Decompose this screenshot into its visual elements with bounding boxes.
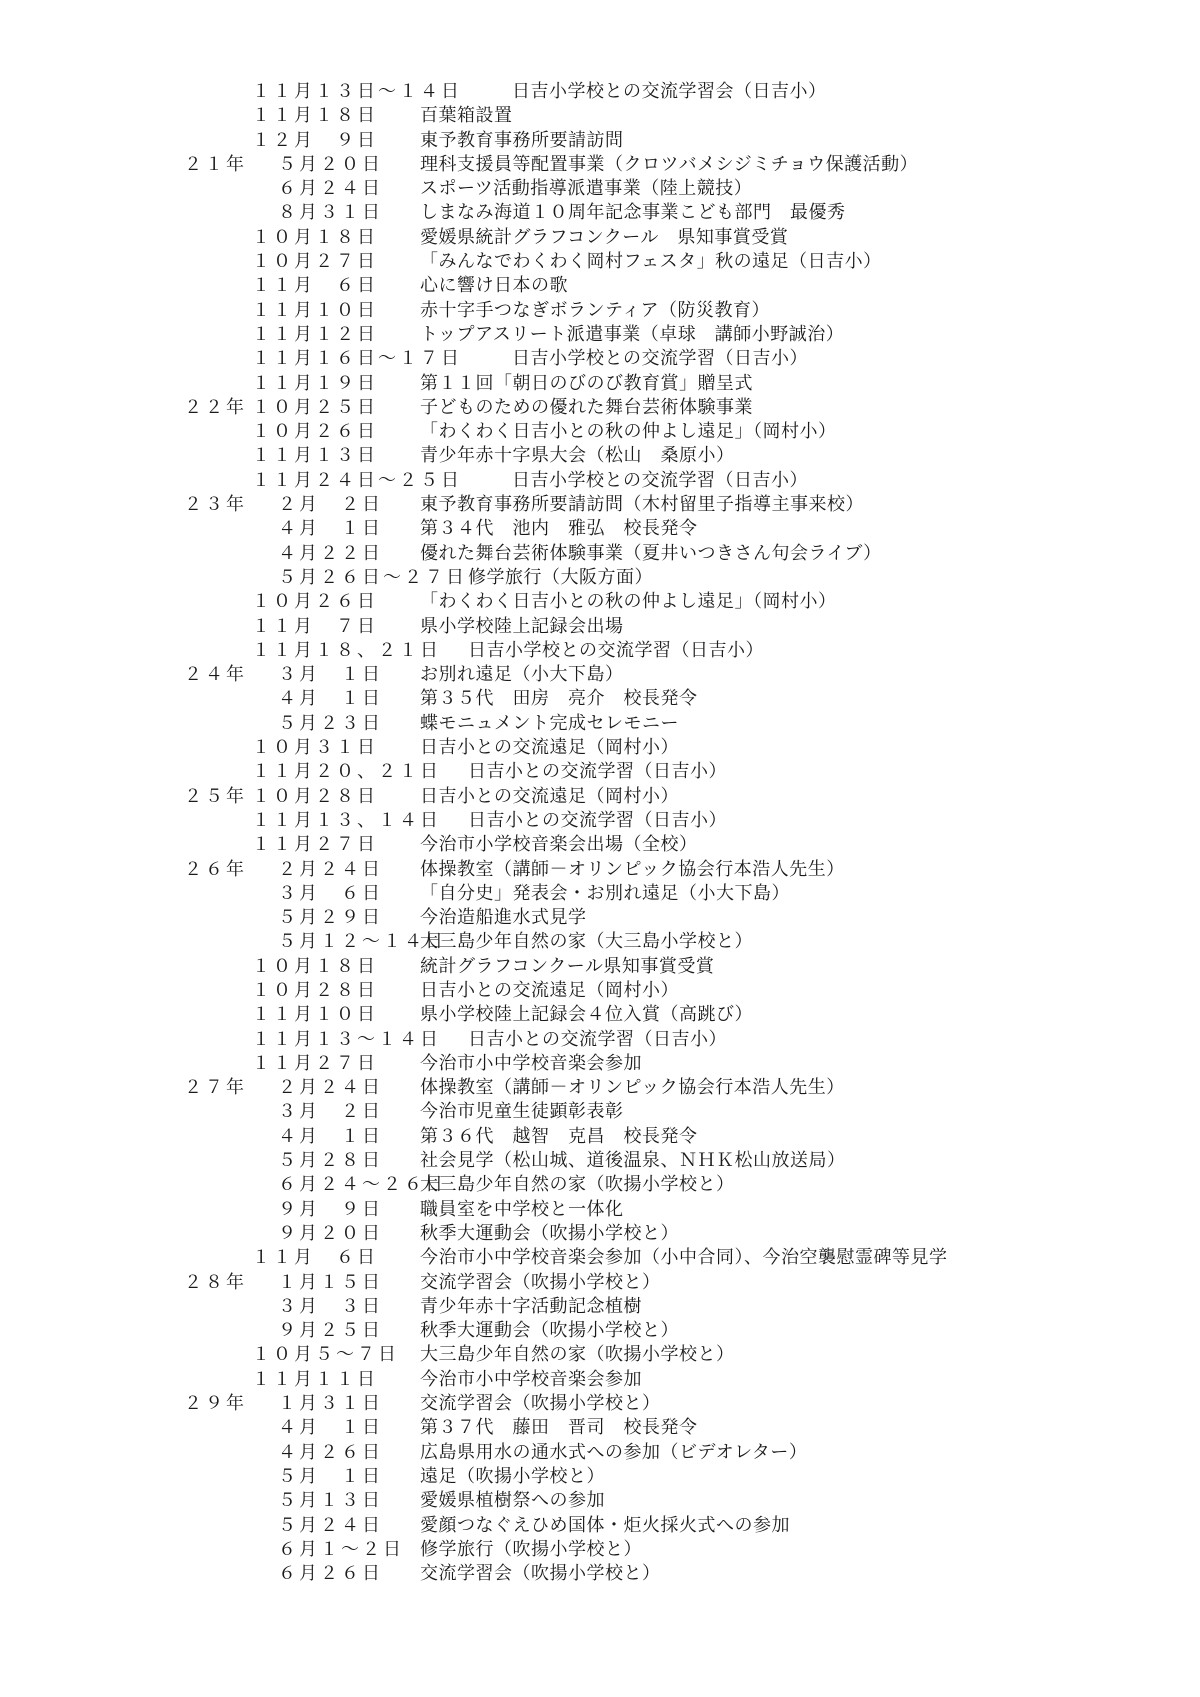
list-item xyxy=(0,177,1200,201)
list-item xyxy=(0,1416,1200,1440)
list-item xyxy=(0,1465,1200,1489)
list-item xyxy=(0,639,1200,663)
entry-event: 愛顔つなぐえひめ国体・炬火採火式への参加 xyxy=(420,1514,790,1536)
entry-event: 日吉小との交流遠足（岡村小） xyxy=(420,979,679,1001)
entry-date: １１月１０日 xyxy=(252,1004,378,1026)
entry-date: １１月 ６日 xyxy=(252,1247,378,1269)
list-item xyxy=(0,80,1200,104)
entry-event: スポーツ活動指導派遣事業（陸上競技） xyxy=(420,178,753,200)
entry-date: ２月 ２日 xyxy=(278,494,383,516)
entry-event: 修学旅行（大阪方面） xyxy=(468,566,653,588)
list-item xyxy=(0,1052,1200,1076)
list-item xyxy=(0,1562,1200,1586)
list-item xyxy=(0,396,1200,420)
list-item xyxy=(0,1222,1200,1246)
list-item xyxy=(0,590,1200,614)
list-item xyxy=(0,1028,1200,1052)
entry-event: 「わくわく日吉小との秋の仲よし遠足」（岡村小） xyxy=(420,421,837,443)
list-item xyxy=(0,1489,1200,1513)
entry-event: 体操教室（講師－オリンピック協会行本浩人先生） xyxy=(420,1077,845,1099)
entry-year: ２８年 xyxy=(184,1271,247,1293)
entry-date: １１月１３、１４日 xyxy=(252,809,441,831)
list-item xyxy=(0,274,1200,298)
entry-event: 今治市小中学校音楽会参加（小中合同）、今治空襲慰霊碑等見学 xyxy=(420,1247,948,1269)
entry-date: １０月２８日 xyxy=(252,785,378,807)
entry-date: １０月２６日 xyxy=(252,421,378,443)
entry-date: １１月２７日 xyxy=(252,1052,378,1074)
list-item xyxy=(0,1246,1200,1270)
entry-event: お別れ遠足（小大下島） xyxy=(420,664,624,686)
entry-event: 体操教室（講師－オリンピック協会行本浩人先生） xyxy=(420,858,845,880)
entry-event: 遠足（吹揚小学校と） xyxy=(420,1465,605,1487)
entry-event: 今治市小中学校音楽会参加 xyxy=(420,1368,642,1390)
entry-event: 今治造船進水式見学 xyxy=(420,907,587,929)
entry-date: ９月２０日 xyxy=(278,1222,383,1244)
entry-date: ５月２６日～２７日 xyxy=(278,566,467,588)
list-item xyxy=(0,299,1200,323)
list-item xyxy=(0,663,1200,687)
list-item xyxy=(0,979,1200,1003)
entry-event: 「みんなでわくわく岡村フェスタ」秋の遠足（日吉小） xyxy=(420,251,882,273)
entry-date: ４月２２日 xyxy=(278,542,383,564)
entry-date: １０月１８日 xyxy=(252,226,378,248)
list-item xyxy=(0,566,1200,590)
entry-date: ２月２４日 xyxy=(278,858,383,880)
entry-date: ４月 １日 xyxy=(278,1125,383,1147)
entry-date: ４月 １日 xyxy=(278,518,383,540)
list-item xyxy=(0,1319,1200,1343)
entry-event: 第１１回「朝日のびのび教育賞」贈呈式 xyxy=(420,372,753,394)
list-item xyxy=(0,129,1200,153)
entry-event: 赤十字手つなぎボランティア（防災教育） xyxy=(420,299,771,321)
list-item xyxy=(0,833,1200,857)
entry-event: 第３４代 池内 雅弘 校長発令 xyxy=(420,518,698,540)
list-item xyxy=(0,1173,1200,1197)
entry-date: ６月２４日 xyxy=(278,178,383,200)
entry-date: ６月１～２日 xyxy=(278,1538,404,1560)
entry-date: １１月１２日 xyxy=(252,323,378,345)
entry-date: ５月２９日 xyxy=(278,907,383,929)
entry-year: ２９年 xyxy=(184,1393,247,1415)
list-item xyxy=(0,323,1200,347)
entry-event: 日吉小学校との交流学習（日吉小） xyxy=(512,348,808,370)
list-item xyxy=(0,906,1200,930)
list-item xyxy=(0,1198,1200,1222)
entry-date: ８月３１日 xyxy=(278,202,383,224)
entry-event: 大三島少年自然の家（吹揚小学校と） xyxy=(420,1344,735,1366)
list-item xyxy=(0,347,1200,371)
list-item xyxy=(0,1076,1200,1100)
entry-date: ５月２０日 xyxy=(278,153,383,175)
entry-year: ２２年 xyxy=(184,396,247,418)
entry-date: １１月１３日～１４日 xyxy=(252,81,462,102)
entry-date: １０月２７日 xyxy=(252,251,378,273)
list-item xyxy=(0,1368,1200,1392)
entry-event: 今治市児童生徒顕彰表彰 xyxy=(420,1101,624,1123)
entry-event: 愛媛県植樹祭への参加 xyxy=(420,1490,605,1512)
entry-date: １０月２５日 xyxy=(252,396,378,418)
entry-date: ３月 ３日 xyxy=(278,1295,383,1317)
list-item xyxy=(0,930,1200,954)
entry-event: 県小学校陸上記録会４位入賞（高跳び） xyxy=(420,1004,753,1026)
entry-event: 日吉小との交流遠足（岡村小） xyxy=(420,737,679,759)
list-item xyxy=(0,736,1200,760)
chronology-list xyxy=(0,80,1200,1586)
entry-event: 交流学習会（吹揚小学校と） xyxy=(420,1563,661,1585)
list-item xyxy=(0,1100,1200,1124)
entry-date: ６月２６日 xyxy=(278,1563,383,1585)
entry-event: 今治市小学校音楽会出場（全校） xyxy=(420,834,698,856)
entry-event: 第３７代 藤田 晋司 校長発令 xyxy=(420,1417,698,1439)
entry-date: １０月１８日 xyxy=(252,955,378,977)
entry-date: ５月１２～１４日 xyxy=(278,931,446,953)
list-item xyxy=(0,250,1200,274)
entry-date: １１月１０日 xyxy=(252,299,378,321)
list-item xyxy=(0,809,1200,833)
entry-date: １１月 ７日 xyxy=(252,615,378,637)
entry-date: １１月１８日 xyxy=(252,105,378,127)
entry-event: トップアスリート派遣事業（卓球 講師小野誠治） xyxy=(420,323,845,345)
entry-date: ５月１３日 xyxy=(278,1490,383,1512)
entry-year: ２１年 xyxy=(184,153,247,175)
list-item xyxy=(0,1343,1200,1367)
entry-date: ４月２６日 xyxy=(278,1441,383,1463)
entry-date: １月１５日 xyxy=(278,1271,383,1293)
entry-date: ２月２４日 xyxy=(278,1077,383,1099)
entry-date: ６月２４～２６日 xyxy=(278,1174,446,1196)
entry-date: １０月３１日 xyxy=(252,737,378,759)
entry-date: ４月 １日 xyxy=(278,688,383,710)
entry-date: １１月 ６日 xyxy=(252,275,378,297)
list-item xyxy=(0,226,1200,250)
entry-year: ２４年 xyxy=(184,664,247,686)
entry-event: 交流学習会（吹揚小学校と） xyxy=(420,1271,661,1293)
entry-event: 東予教育事務所要請訪問 xyxy=(420,129,624,151)
list-item xyxy=(0,858,1200,882)
list-item xyxy=(0,785,1200,809)
entry-event: 優れた舞台芸術体験事業（夏井いつきさん句会ライブ） xyxy=(420,542,882,564)
entry-event: 日吉小との交流学習（日吉小） xyxy=(468,761,727,783)
entry-date: １０月５～７日 xyxy=(252,1344,399,1366)
entry-event: 第３５代 田房 亮介 校長発令 xyxy=(420,688,698,710)
entry-event: 日吉小との交流学習（日吉小） xyxy=(468,809,727,831)
list-item xyxy=(0,882,1200,906)
entry-date: １２月 ９日 xyxy=(252,129,378,151)
entry-event: 心に響け日本の歌 xyxy=(420,275,568,297)
entry-event: しまなみ海道１０周年記念事業こども部門 最優秀 xyxy=(420,202,846,224)
entry-event: 大三島少年自然の家（吹揚小学校と） xyxy=(420,1174,735,1196)
list-item xyxy=(0,201,1200,225)
list-item xyxy=(0,1392,1200,1416)
entry-date: ５月２３日 xyxy=(278,712,383,734)
entry-event: 青少年赤十字活動記念植樹 xyxy=(420,1295,642,1317)
list-item xyxy=(0,104,1200,128)
entry-event: 第３６代 越智 克昌 校長発令 xyxy=(420,1125,698,1147)
list-item xyxy=(0,1295,1200,1319)
entry-event: 日吉小との交流学習（日吉小） xyxy=(468,1028,727,1050)
entry-date: ５月２４日 xyxy=(278,1514,383,1536)
list-item xyxy=(0,955,1200,979)
entry-event: 交流学習会（吹揚小学校と） xyxy=(420,1393,661,1415)
entry-event: 秋季大運動会（吹揚小学校と） xyxy=(420,1222,679,1244)
entry-event: 統計グラフコンクール県知事賞受賞 xyxy=(420,955,715,977)
entry-date: １１月１８、２１日 xyxy=(252,639,441,661)
entry-date: ５月２８日 xyxy=(278,1150,383,1172)
entry-date: ３月 １日 xyxy=(278,664,383,686)
entry-date: ９月２５日 xyxy=(278,1320,383,1342)
list-item xyxy=(0,493,1200,517)
entry-event: 今治市小中学校音楽会参加 xyxy=(420,1052,642,1074)
list-item xyxy=(0,1271,1200,1295)
entry-event: 県小学校陸上記録会出場 xyxy=(420,615,624,637)
list-item xyxy=(0,687,1200,711)
list-item xyxy=(0,1441,1200,1465)
entry-date: １月３１日 xyxy=(278,1393,383,1415)
entry-event: 広島県用水の通水式への参加（ビデオレター） xyxy=(420,1441,808,1463)
entry-event: 日吉小学校との交流学習会（日吉小） xyxy=(512,81,827,102)
list-item xyxy=(0,372,1200,396)
entry-date: ４月 １日 xyxy=(278,1417,383,1439)
entry-date: １０月２６日 xyxy=(252,591,378,613)
list-item xyxy=(0,1003,1200,1027)
entry-date: １０月２８日 xyxy=(252,979,378,1001)
entry-date: １１月１９日 xyxy=(252,372,378,394)
entry-event: 職員室を中学校と一体化 xyxy=(420,1198,624,1220)
entry-year: ２５年 xyxy=(184,785,247,807)
list-item xyxy=(0,444,1200,468)
list-item xyxy=(0,712,1200,736)
entry-date: ３月 ２日 xyxy=(278,1101,383,1123)
list-item xyxy=(0,1514,1200,1538)
entry-event: 百葉箱設置 xyxy=(420,105,513,127)
list-item xyxy=(0,1125,1200,1149)
entry-event: 秋季大運動会（吹揚小学校と） xyxy=(420,1320,679,1342)
entry-date: １１月１６日～１７日 xyxy=(252,348,462,370)
entry-event: 社会見学（松山城、道後温泉、ＮＨＫ松山放送局） xyxy=(420,1150,846,1172)
list-item xyxy=(0,615,1200,639)
entry-event: 「わくわく日吉小との秋の仲よし遠足」（岡村小） xyxy=(420,591,837,613)
entry-event: 日吉小学校との交流学習（日吉小） xyxy=(468,639,764,661)
entry-event: 修学旅行（吹揚小学校と） xyxy=(420,1538,642,1560)
entry-event: 「自分史」発表会・お別れ遠足（小大下島） xyxy=(420,882,790,904)
entry-event: 子どものための優れた舞台芸術体験事業 xyxy=(420,396,753,418)
list-item xyxy=(0,542,1200,566)
entry-event: 理科支援員等配置事業（クロツバメシジミチョウ保護活動） xyxy=(420,153,919,175)
list-item xyxy=(0,760,1200,784)
entry-year: ２６年 xyxy=(184,858,247,880)
entry-event: 日吉小学校との交流学習（日吉小） xyxy=(512,469,808,491)
entry-event: 大三島少年自然の家（大三島小学校と） xyxy=(420,931,753,953)
entry-event: 東予教育事務所要請訪問（木村留里子指導主事来校） xyxy=(420,494,864,516)
entry-event: 日吉小との交流遠足（岡村小） xyxy=(420,785,679,807)
list-item xyxy=(0,153,1200,177)
list-item xyxy=(0,517,1200,541)
entry-date: １１月２０、２１日 xyxy=(252,761,441,783)
entry-date: １１月２４日～２５日 xyxy=(252,469,462,491)
list-item xyxy=(0,469,1200,493)
list-item xyxy=(0,420,1200,444)
entry-year: ２３年 xyxy=(184,494,247,516)
entry-event: 青少年赤十字県大会（松山 桑原小） xyxy=(420,445,735,467)
entry-event: 蝶モニュメント完成セレモニー xyxy=(420,712,679,734)
entry-date: １１月１３日 xyxy=(252,445,378,467)
entry-date: １１月２７日 xyxy=(252,834,378,856)
entry-date: ３月 ６日 xyxy=(278,882,383,904)
entry-date: １１月１１日 xyxy=(252,1368,378,1390)
entry-event: 愛媛県統計グラフコンクール 県知事賞受賞 xyxy=(420,226,789,248)
entry-date: ５月 １日 xyxy=(278,1465,383,1487)
entry-date: ９月 ９日 xyxy=(278,1198,383,1220)
entry-date: １１月１３～１４日 xyxy=(252,1028,441,1050)
entry-year: ２７年 xyxy=(184,1077,247,1099)
list-item xyxy=(0,1538,1200,1562)
list-item xyxy=(0,1149,1200,1173)
